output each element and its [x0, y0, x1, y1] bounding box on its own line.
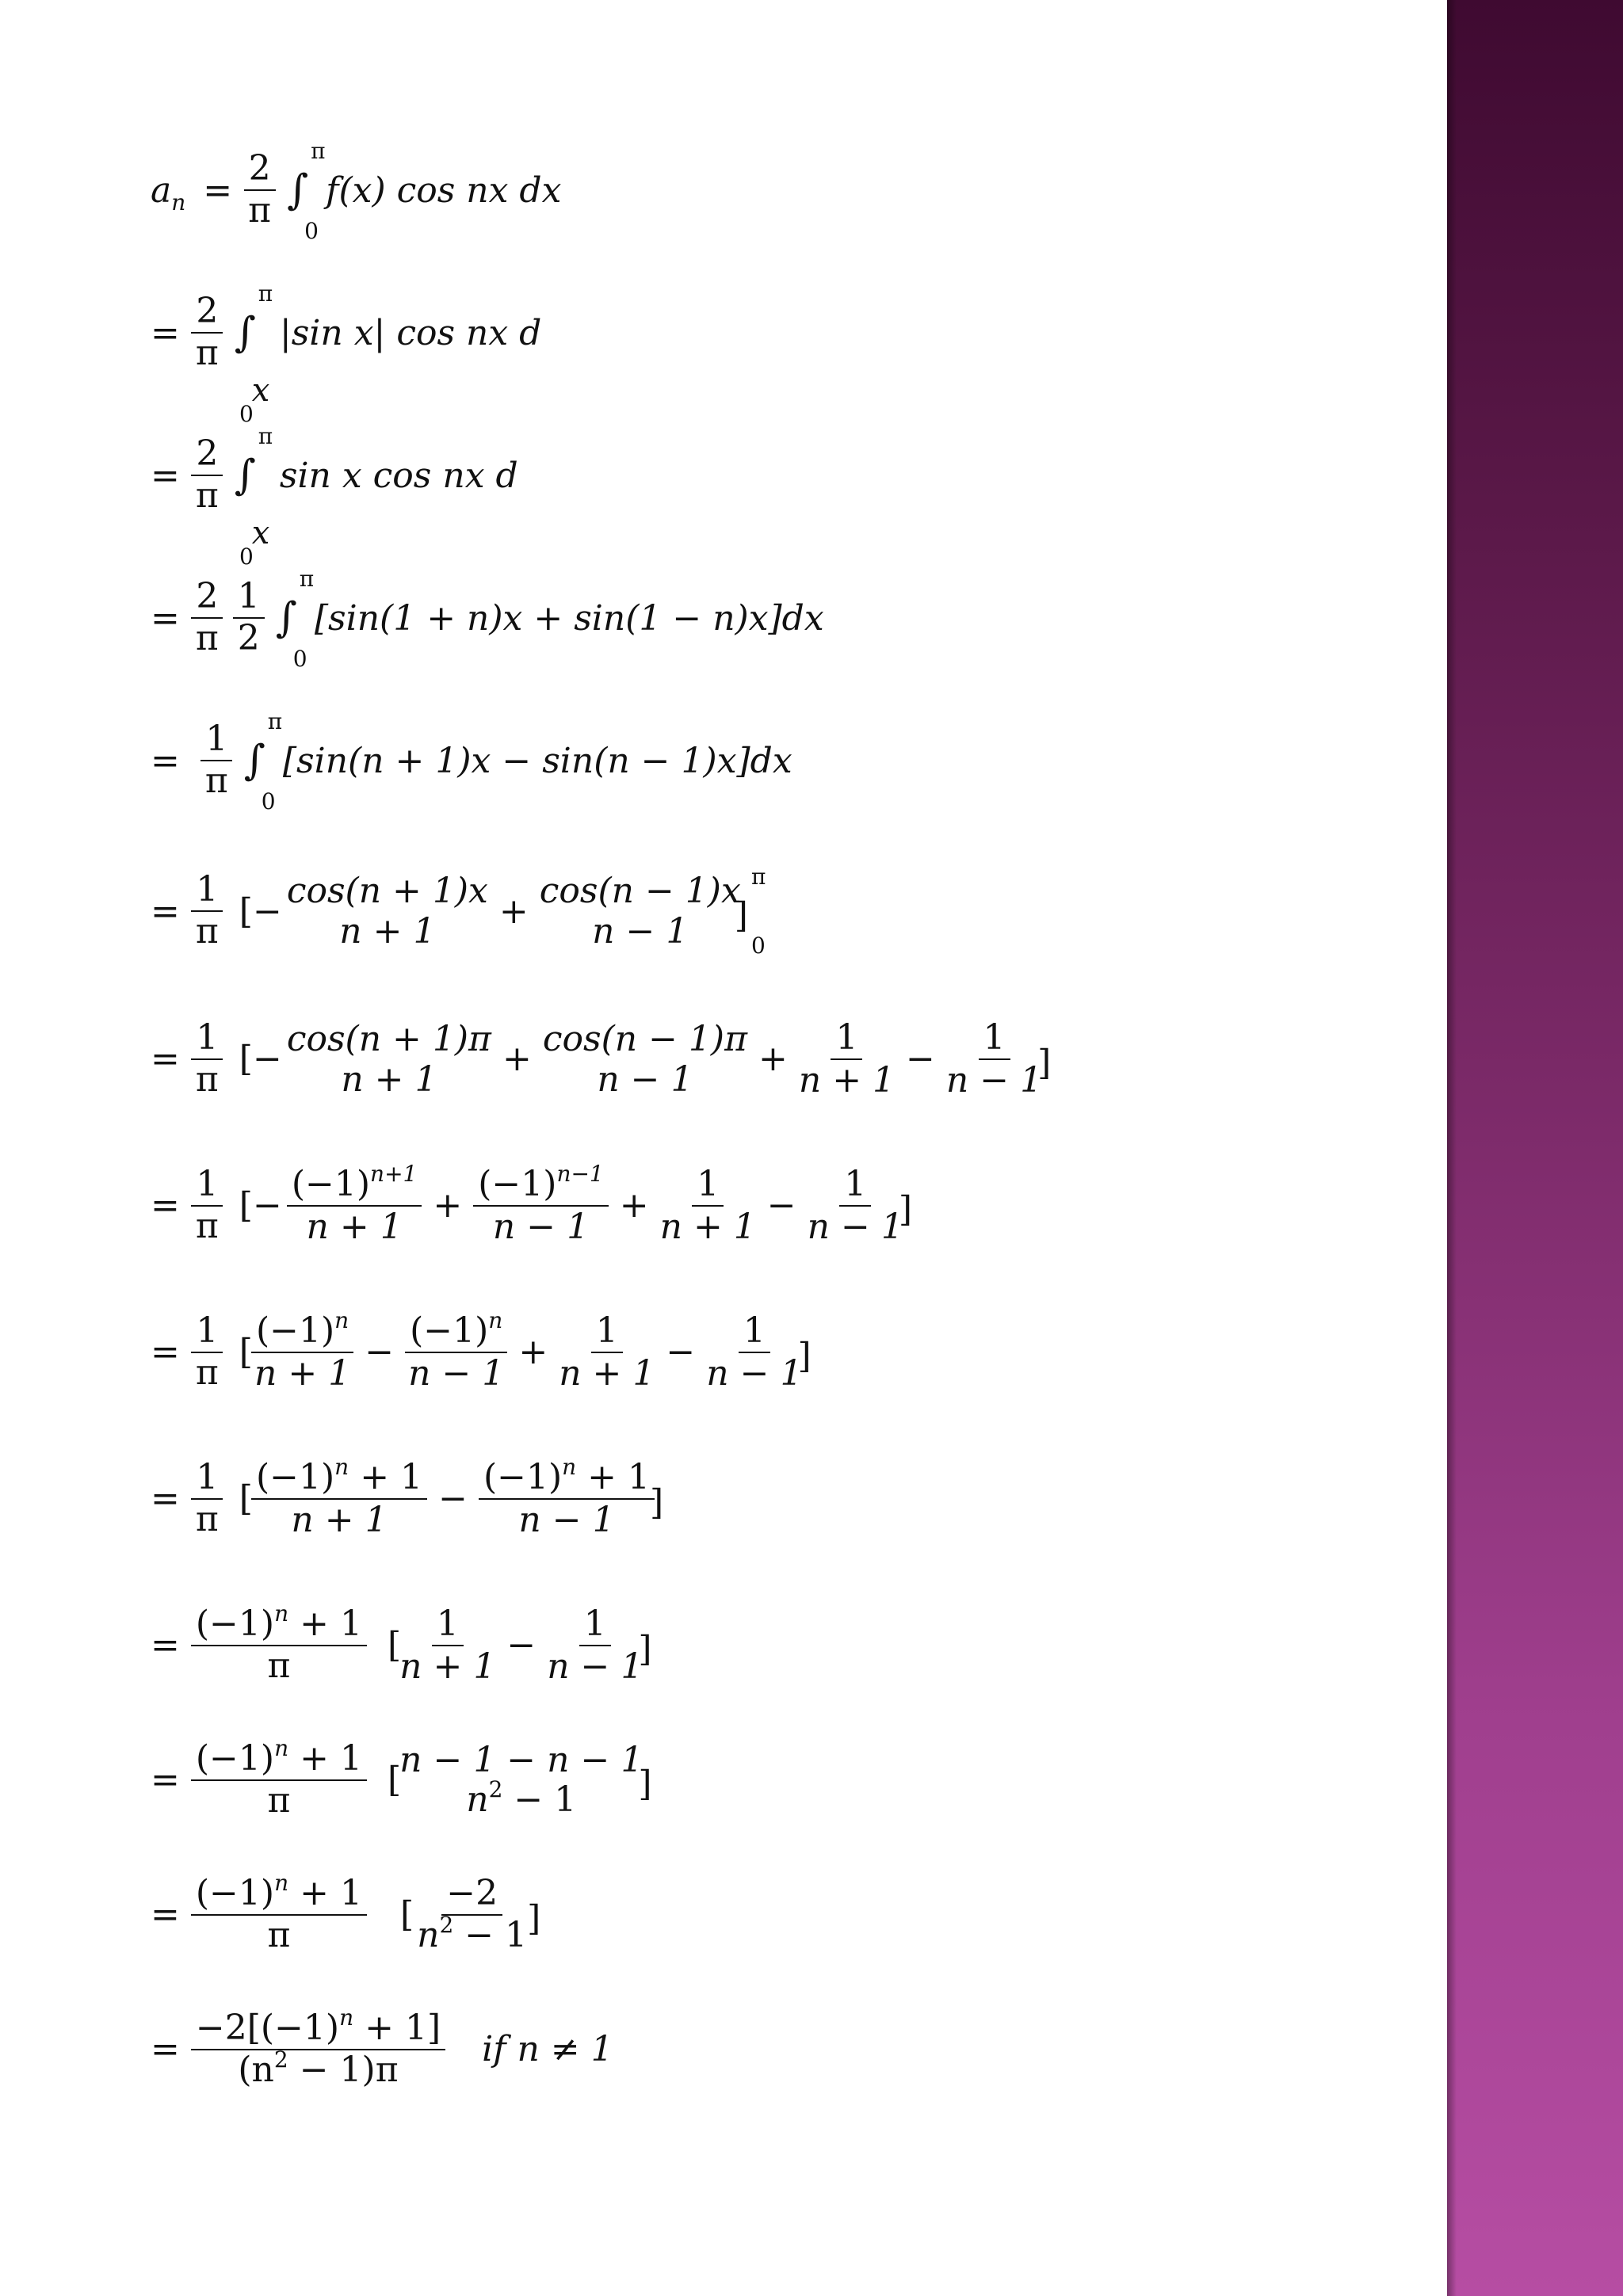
bracket-close: ] [527, 1898, 541, 1939]
lower-limit: 0 [239, 543, 254, 570]
equation-line-3 [151, 423, 518, 551]
minus-sign: − [365, 1332, 395, 1373]
plus-sign: + [518, 1332, 548, 1373]
equals-sign: = [151, 312, 180, 353]
fraction-1-over-pi: $\frac{1}{\pi}$ [191, 1458, 223, 1539]
fraction-2-over-pi: $\frac{2}{\pi}$ [191, 577, 223, 658]
integral-sign: π ∫ x [234, 280, 273, 409]
fraction-1-over-pi: $\frac{1}{\pi}$ [200, 719, 233, 801]
plus-sign: + [502, 1039, 532, 1080]
bracket-open: [ [387, 1760, 402, 1801]
equals-sign: = [151, 2029, 180, 2070]
fraction: $\frac{1}{n + 1}$ [798, 1017, 896, 1100]
bracket-close: ] [650, 1482, 664, 1524]
integral-sign: π ∫ 0 [275, 566, 315, 672]
fraction-final: $\frac{-2[(-1)^n + 1]}{(n^2 - 1)\pi}$ [191, 2008, 445, 2090]
fraction: cos(n + 1)π n + 1 [286, 1018, 491, 1100]
fraction: $\frac{(-1)^n + 1}{n - 1}$ [479, 1458, 655, 1540]
fraction: $\frac{1}{n + 1}$ [659, 1164, 756, 1247]
equals-sign: = [151, 455, 180, 496]
fraction-1-over-pi: $\frac{1}{\pi}$ [191, 1311, 223, 1393]
bracket-close: ] [734, 894, 748, 936]
fraction: $\frac{(-1)^n + 1}{\pi}$ [191, 1739, 367, 1821]
fraction: cos(n − 1)π n − 1 [542, 1018, 747, 1100]
fraction-1-over-pi: $\frac{1}{\pi}$ [191, 1165, 223, 1246]
bracket-open: [ [387, 1625, 402, 1666]
bracket-open: [− [239, 1185, 282, 1226]
fraction: $\frac{1}{n - 1}$ [706, 1310, 803, 1394]
integral-sign: π ∫ x [234, 423, 273, 551]
fraction: $\frac{1}{n + 1}$ [399, 1604, 496, 1687]
fraction: $\frac{1}{n - 1}$ [945, 1017, 1043, 1100]
bracket-close: ] [1037, 1043, 1052, 1084]
evaluation-limits: π 0 [750, 864, 766, 959]
fraction-2-over-pi: $\frac{2}{\pi}$ [243, 149, 276, 231]
equation-line-12 [151, 1735, 652, 1821]
integrand: [sin(n + 1)x − sin(n − 1)x]dx [282, 740, 792, 781]
lower-limit: 0 [239, 401, 254, 427]
sidebar-shadow [1447, 0, 1457, 2296]
bracket-open: [− [239, 1039, 282, 1080]
fraction: $\frac{1}{n - 1}$ [807, 1164, 903, 1247]
bracket-open: [ [399, 1894, 414, 1936]
fraction-2-over-pi: $\frac{2}{\pi}$ [191, 292, 223, 373]
fraction: $\frac{(-1)^n}{n - 1}$ [405, 1311, 507, 1394]
fraction-2-over-pi: $\frac{2}{\pi}$ [191, 434, 223, 516]
bracket-open: [− [239, 891, 282, 932]
fraction: $\frac{-2}{n^2 - 1}$ [417, 1873, 528, 1955]
equation-line-14 [151, 2004, 613, 2090]
minus-sign: − [906, 1039, 935, 1080]
fraction-1-over-pi: $\frac{1}{\pi}$ [191, 870, 223, 952]
condition-text: if n ≠ 1 [482, 2029, 613, 2070]
minus-sign: − [506, 1625, 537, 1666]
fraction: n − 1 − n − 1 $n^2 - 1$ [399, 1739, 643, 1820]
fraction-1-over-pi: $\frac{1}{\pi}$ [191, 1018, 223, 1100]
minus-sign: − [666, 1332, 696, 1373]
decorative-sidebar [1447, 0, 1623, 2296]
equals-sign: = [151, 1625, 180, 1666]
fraction: $\frac{(-1)^n + 1}{n + 1}$ [251, 1458, 427, 1540]
equation-line-1 [151, 138, 562, 244]
equation-line-6 [151, 864, 766, 959]
fraction: cos(n + 1)x n + 1 [286, 871, 488, 952]
equals-sign: = [151, 597, 180, 639]
bracket-close: ] [638, 1629, 652, 1670]
equals-sign: = [151, 891, 180, 932]
integrand: [sin(1 + n)x + sin(1 − n)x]dx [314, 597, 824, 639]
equation-line-8 [151, 1161, 913, 1247]
integrand: |sin x| cos nx d [279, 312, 542, 353]
equation-line-7 [151, 1018, 1051, 1100]
bracket-close: ] [898, 1189, 913, 1230]
minus-sign: − [438, 1478, 468, 1520]
fraction: $\frac{1}{n - 1}$ [547, 1604, 643, 1687]
equation-line-5 [151, 708, 792, 814]
bracket-open: [ [239, 1332, 253, 1373]
bracket-open: [ [239, 1478, 253, 1520]
integral-sign: π ∫ 0 [243, 708, 283, 814]
integrand: sin x cos nx d [279, 455, 518, 496]
plus-sign: + [498, 891, 529, 932]
a-n-symbol: $a_n$ [151, 170, 186, 215]
fraction: $\frac{(-1)^{n+1}}{n + 1}$ [287, 1165, 422, 1247]
equals-sign: = [151, 1185, 180, 1226]
bracket-close: ] [638, 1764, 652, 1805]
fraction-1-over-2: $\frac{1}{2}$ [233, 577, 265, 658]
plus-sign: + [433, 1185, 463, 1226]
integrand: f(x) cos nx dx [326, 170, 562, 211]
fraction: $\frac{(-1)^n}{n + 1}$ [251, 1311, 353, 1394]
equation-line-9 [151, 1307, 812, 1394]
equals-sign: = [151, 740, 180, 781]
fraction: cos(n − 1)x n − 1 [539, 871, 741, 952]
plus-sign: + [758, 1039, 788, 1080]
equals-sign: = [151, 1894, 180, 1936]
integral-sign: π ∫ 0 [287, 138, 326, 244]
equals-sign: = [151, 1332, 180, 1373]
plus-sign: + [619, 1185, 649, 1226]
equation-line-4 [151, 566, 824, 672]
fraction: $\frac{(-1)^n + 1}{\pi}$ [191, 1604, 367, 1686]
minus-sign: − [766, 1185, 796, 1226]
equation-line-2 [151, 280, 542, 409]
bracket-close: ] [797, 1336, 812, 1377]
equals-sign: = [151, 1478, 180, 1520]
equals-sign: = [151, 1760, 180, 1801]
fraction: $\frac{1}{n + 1}$ [559, 1310, 655, 1394]
equation-line-13 [151, 1870, 541, 1955]
fraction: $\frac{(-1)^n + 1}{\pi}$ [191, 1874, 367, 1955]
equals-sign: = [203, 170, 233, 211]
equals-sign: = [151, 1039, 180, 1080]
fraction: $\frac{(-1)^{n-1}}{n - 1}$ [473, 1165, 609, 1247]
equation-line-11 [151, 1600, 652, 1687]
equation-line-10 [151, 1454, 664, 1540]
